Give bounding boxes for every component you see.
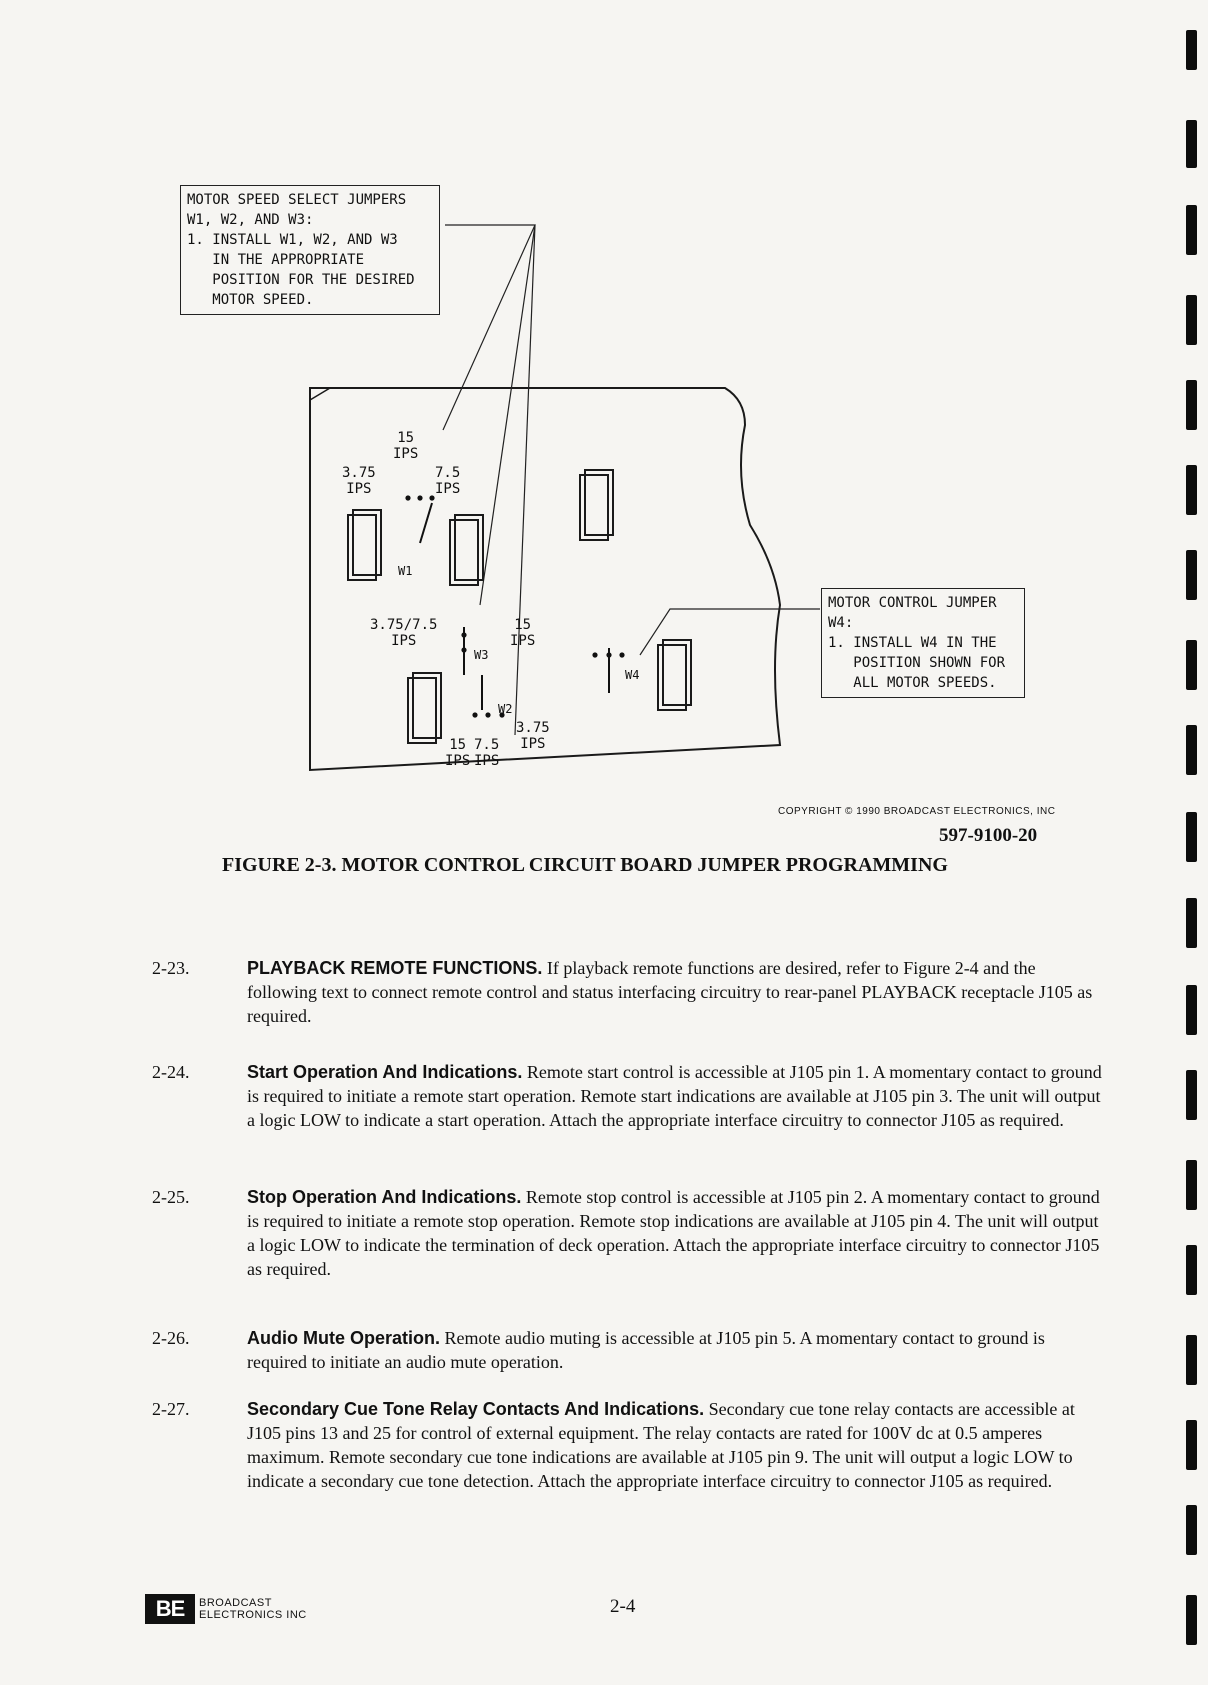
section-number: 2-25. [152,1187,190,1207]
label-w2-375ips: 3.75 IPS [516,720,550,752]
section-text [247,956,1102,1028]
label-w1-15ips: 15 IPS [393,430,419,462]
section-heading: PLAYBACK REMOTE FUNCTIONS. [247,958,543,978]
page-number: 2-4 [610,1596,636,1617]
section-number: 2-27. [152,1399,190,1419]
section-text [247,1397,1102,1493]
logo-mark: BE [145,1594,195,1624]
binding-mark [1186,1070,1197,1120]
label-w3-375-75ips: 3.75/7.5 IPS [370,617,438,649]
figure-part-number: 597-9100-20 [939,825,1038,846]
label-w2: W2 [498,702,513,716]
binding-mark [1186,1335,1197,1385]
label-w3: W3 [474,648,489,662]
binding-mark [1186,205,1197,255]
binding-mark [1186,1160,1197,1210]
binding-mark [1186,985,1197,1035]
section-text [247,1326,1102,1374]
jumper-figure [180,185,1040,785]
section-body: Remote start control is accessible at J105 pin 1. A momentary contact to ground is required to initiate a remote start operation. Remote start indications are available at J105 pin 3. The unit will output a logic LOW to indicate a start operation. Attach the appropriate interface circuitry to connector J105 as required. [247,1062,1102,1130]
logo-line-1: BROADCAST [199,1597,272,1609]
label-w3-15ips: 15 IPS [510,617,536,649]
section-heading: Secondary Cue Tone Relay Contacts And Indications. [247,1399,705,1419]
section-heading: Start Operation And Indications. [247,1062,523,1082]
label-w1: W1 [398,564,413,578]
binding-mark [1186,1505,1197,1555]
logo-line-2: ELECTRONICS INC [199,1609,307,1621]
figure-caption: FIGURE 2-3. MOTOR CONTROL CIRCUIT BOARD JUMPER PROGRAMMING [222,854,948,876]
section-number: 2-26. [152,1328,190,1348]
binding-mark [1186,380,1197,430]
section-text [247,1060,1102,1132]
section-body: Remote audio muting is accessible at J105 pin 5. A momentary contact to ground is required to initiate an audio mute operation. [247,1328,1045,1372]
section-body: If playback remote functions are desired, refer to Figure 2-4 and the following text to connect remote control and status interfacing circuitry to rear-panel PLAYBACK receptacle J105 as required. [247,958,1093,1026]
logo-text [199,1597,307,1621]
binding-mark [1186,812,1197,862]
binding-mark [1186,550,1197,600]
label-w2-75ips: 7.5 IPS [474,737,500,769]
binding-mark [1186,898,1197,948]
label-w1-75ips: 7.5 IPS [435,465,461,497]
company-logo [145,1594,307,1624]
section-number: 2-23. [152,958,190,978]
binding-mark [1186,1245,1197,1295]
binding-mark [1186,725,1197,775]
speed-jumper-callout: MOTOR SPEED SELECT JUMPERS W1, W2, AND W3: 1. INSTALL W1, W2, AND W3 IN THE APPROPRIATE POSITION FOR THE DESIRED MOTOR SPEED. [180,185,440,315]
binding-mark [1186,1595,1197,1645]
binding-mark [1186,295,1197,345]
label-w2-15ips: 15 IPS [445,737,471,769]
section-heading: Stop Operation And Indications. [247,1187,522,1207]
binding-mark [1186,30,1197,70]
section-heading: Audio Mute Operation. [247,1328,440,1348]
binding-mark [1186,120,1197,168]
binding-mark [1186,465,1197,515]
label-w1-375ips: 3.75 IPS [342,465,376,497]
section-body: Remote stop control is accessible at J105 pin 2. A momentary contact to ground is required to initiate a remote stop operation. Remote stop indications are available at J105 pin 4. The unit will output a logic LOW to indicate the termination of deck operation. Attach the appropriate interface circuitry to connector J105 as required. [247,1187,1100,1279]
section-text [247,1185,1102,1281]
label-w4: W4 [625,668,640,682]
binding-mark [1186,640,1197,690]
section-number: 2-24. [152,1062,190,1082]
section-body: Secondary cue tone relay contacts are accessible at J105 pins 13 and 25 for control of external equipment. The relay contacts are rated for 100V dc at 0.5 amperes maximum. Remote secondary cue tone indications are available at J105 pin 9. The unit will output a logic LOW to indicate a secondary cue tone detection. Attach the appropriate interface circuitry to connector J105 as required. [247,1399,1075,1491]
binding-mark [1186,1420,1197,1470]
control-jumper-callout: MOTOR CONTROL JUMPER W4: 1. INSTALL W4 IN THE POSITION SHOWN FOR ALL MOTOR SPEEDS. [821,588,1025,698]
figure-copyright: COPYRIGHT © 1990 BROADCAST ELECTRONICS, INC [778,806,1056,817]
